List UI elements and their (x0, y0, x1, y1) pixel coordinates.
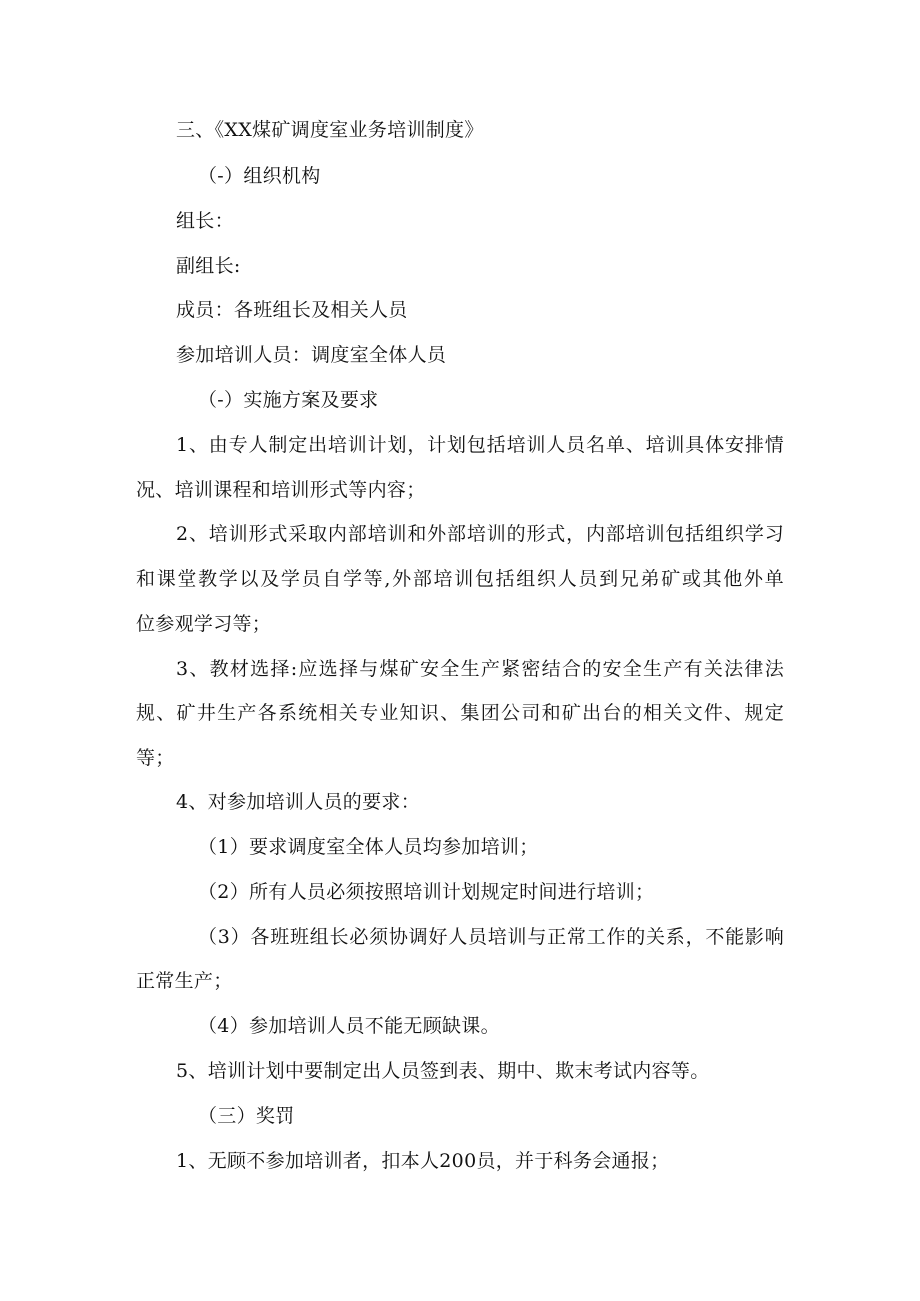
text-line: 参加培训人员：调度室全体人员 (176, 344, 447, 366)
text-line: 副组长: (176, 255, 241, 277)
paragraph-line: 2、培训形式采取内部培训和外部培训的形式，内部培训包括组织学习 (176, 523, 784, 545)
paragraph-line: 况、培训课程和培训形式等内容； (136, 479, 426, 501)
list-item-continuation: 正常生产； (136, 970, 233, 992)
paragraph-line: 等； (136, 747, 175, 769)
subsection-heading-plan: （-）实施方案及要求 (198, 389, 379, 411)
list-item: （1）要求调度室全体人员均参加培训； (198, 836, 539, 858)
list-item: （3）各班班组长必须协调好人员培训与正常工作的关系，不能影响 (198, 926, 784, 948)
paragraph-line: 5、培训计划中要制定出人员签到表、期中、欺末考试内容等。 (176, 1060, 710, 1082)
list-item: （2）所有人员必须按照培训计划规定时间进行培训； (198, 881, 655, 903)
paragraph-line: 1、由专人制定出培训计划，计划包括培训人员名单、培训具体安排情 (176, 434, 784, 456)
paragraph-line: 1、无顾不参加培训者，扣本人200员，并于科务会通报； (176, 1150, 670, 1172)
list-item: （4）参加培训人员不能无顾缺课。 (198, 1015, 500, 1037)
paragraph-line: 和课堂教学以及学员自学等,外部培训包括组织人员到兄弟矿或其他外单 (136, 568, 784, 590)
text-line: 成员：各班组长及相关人员 (176, 299, 408, 321)
subsection-heading-organization: （-）组织机构 (198, 165, 321, 187)
paragraph-line: 4、对参加培训人员的要求： (176, 791, 420, 813)
paragraph-line: 位参观学习等； (136, 613, 272, 635)
subsection-heading-rewards: （三）奖罚 (198, 1105, 295, 1127)
paragraph-line: 规、矿井生产各系统相关专业知识、集团公司和矿出台的相关文件、规定 (136, 702, 784, 724)
section-title: 三、《XX煤矿调度室业务培训制度》 (176, 119, 484, 141)
paragraph-line: 3、教材选择:应选择与煤矿安全生产紧密结合的安全生产有关法律法 (176, 658, 784, 680)
text-line: 组长： (176, 210, 234, 232)
